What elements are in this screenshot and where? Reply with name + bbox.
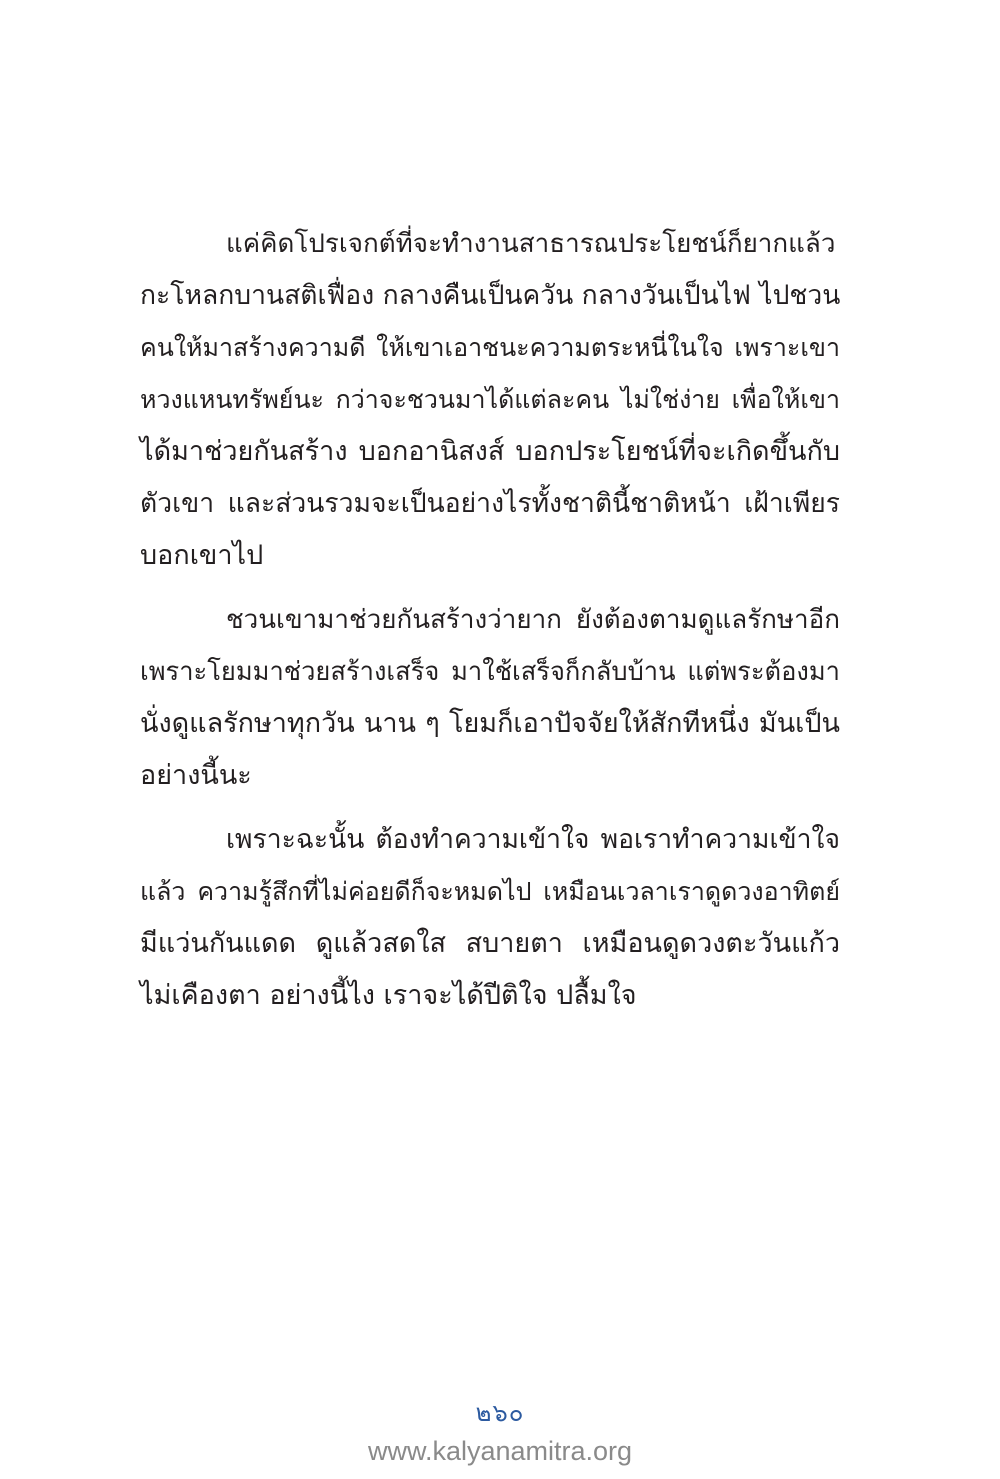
paragraph-line: ได้มาช่วยกันสร้าง บอกอานิสงส์ บอกประโยชน์ที่จะเกิดขึ้นกับ bbox=[140, 436, 840, 467]
paragraph-line: เพราะฉะนั้น ต้องทำความเข้าใจ พอเราทำความเข้าใจ bbox=[226, 824, 840, 855]
paragraph-line: เพราะโยมมาช่วยสร้างเสร็จ มาใช้เสร็จก็กลับบ้าน แต่พระต้องมา bbox=[140, 657, 840, 687]
paragraph-line: แค่คิดโปรเจกต์ที่จะทำงานสาธารณประโยชน์ก็ยากแล้ว bbox=[226, 229, 836, 259]
paragraph-3 bbox=[140, 814, 840, 1022]
paragraph-line: หวงแหนทรัพย์นะ กว่าจะชวนมาได้แต่ละคน ไม่ใช่ง่าย เพื่อให้เขา bbox=[140, 385, 840, 414]
footer-url[interactable]: www.kalyanamitra.org bbox=[367, 1436, 633, 1466]
paragraph-line: กะโหลกบานสติเฟื่อง กลางคืนเป็นควัน กลางวันเป็นไฟ ไปชวน bbox=[140, 280, 841, 311]
paragraph-line: แล้ว ความรู้สึกที่ไม่ค่อยดีก็จะหมดไป เหมือนเวลาเราดูดวงอาทิตย์ bbox=[140, 877, 840, 906]
paragraph-line: อย่างนี้นะ bbox=[140, 760, 252, 791]
paragraph-1 bbox=[140, 218, 840, 582]
paragraph-line: ไม่เคืองตา อย่างนี้ไง เราจะได้ปีติใจ ปลื้มใจ bbox=[140, 980, 637, 1011]
page-number: ๒๖๐ bbox=[475, 1399, 525, 1427]
paragraph-2 bbox=[140, 594, 840, 802]
paragraph-line: คนให้มาสร้างความดี ให้เขาเอาชนะความตระหนี่ในใจ เพราะเขา bbox=[140, 333, 840, 362]
page-body bbox=[140, 218, 840, 1022]
paragraph-line: บอกเขาไป bbox=[140, 540, 264, 571]
paragraph-line: ตัวเขา และส่วนรวมจะเป็นอย่างไรทั้งชาตินี้ชาติหน้า เฝ้าเพียร bbox=[140, 488, 840, 519]
paragraph-line: มีแว่นกันแดด ดูแล้วสดใส สบายตา เหมือนดูดวงตะวันแก้ว bbox=[140, 928, 840, 959]
paragraph-line: ชวนเขามาช่วยกันสร้างว่ายาก ยังต้องตามดูแลรักษาอีก bbox=[226, 605, 840, 635]
paragraph-line: นั่งดูแลรักษาทุกวัน นาน ๆ โยมก็เอาปัจจัยให้สักทีหนึ่ง มันเป็น bbox=[140, 708, 840, 739]
